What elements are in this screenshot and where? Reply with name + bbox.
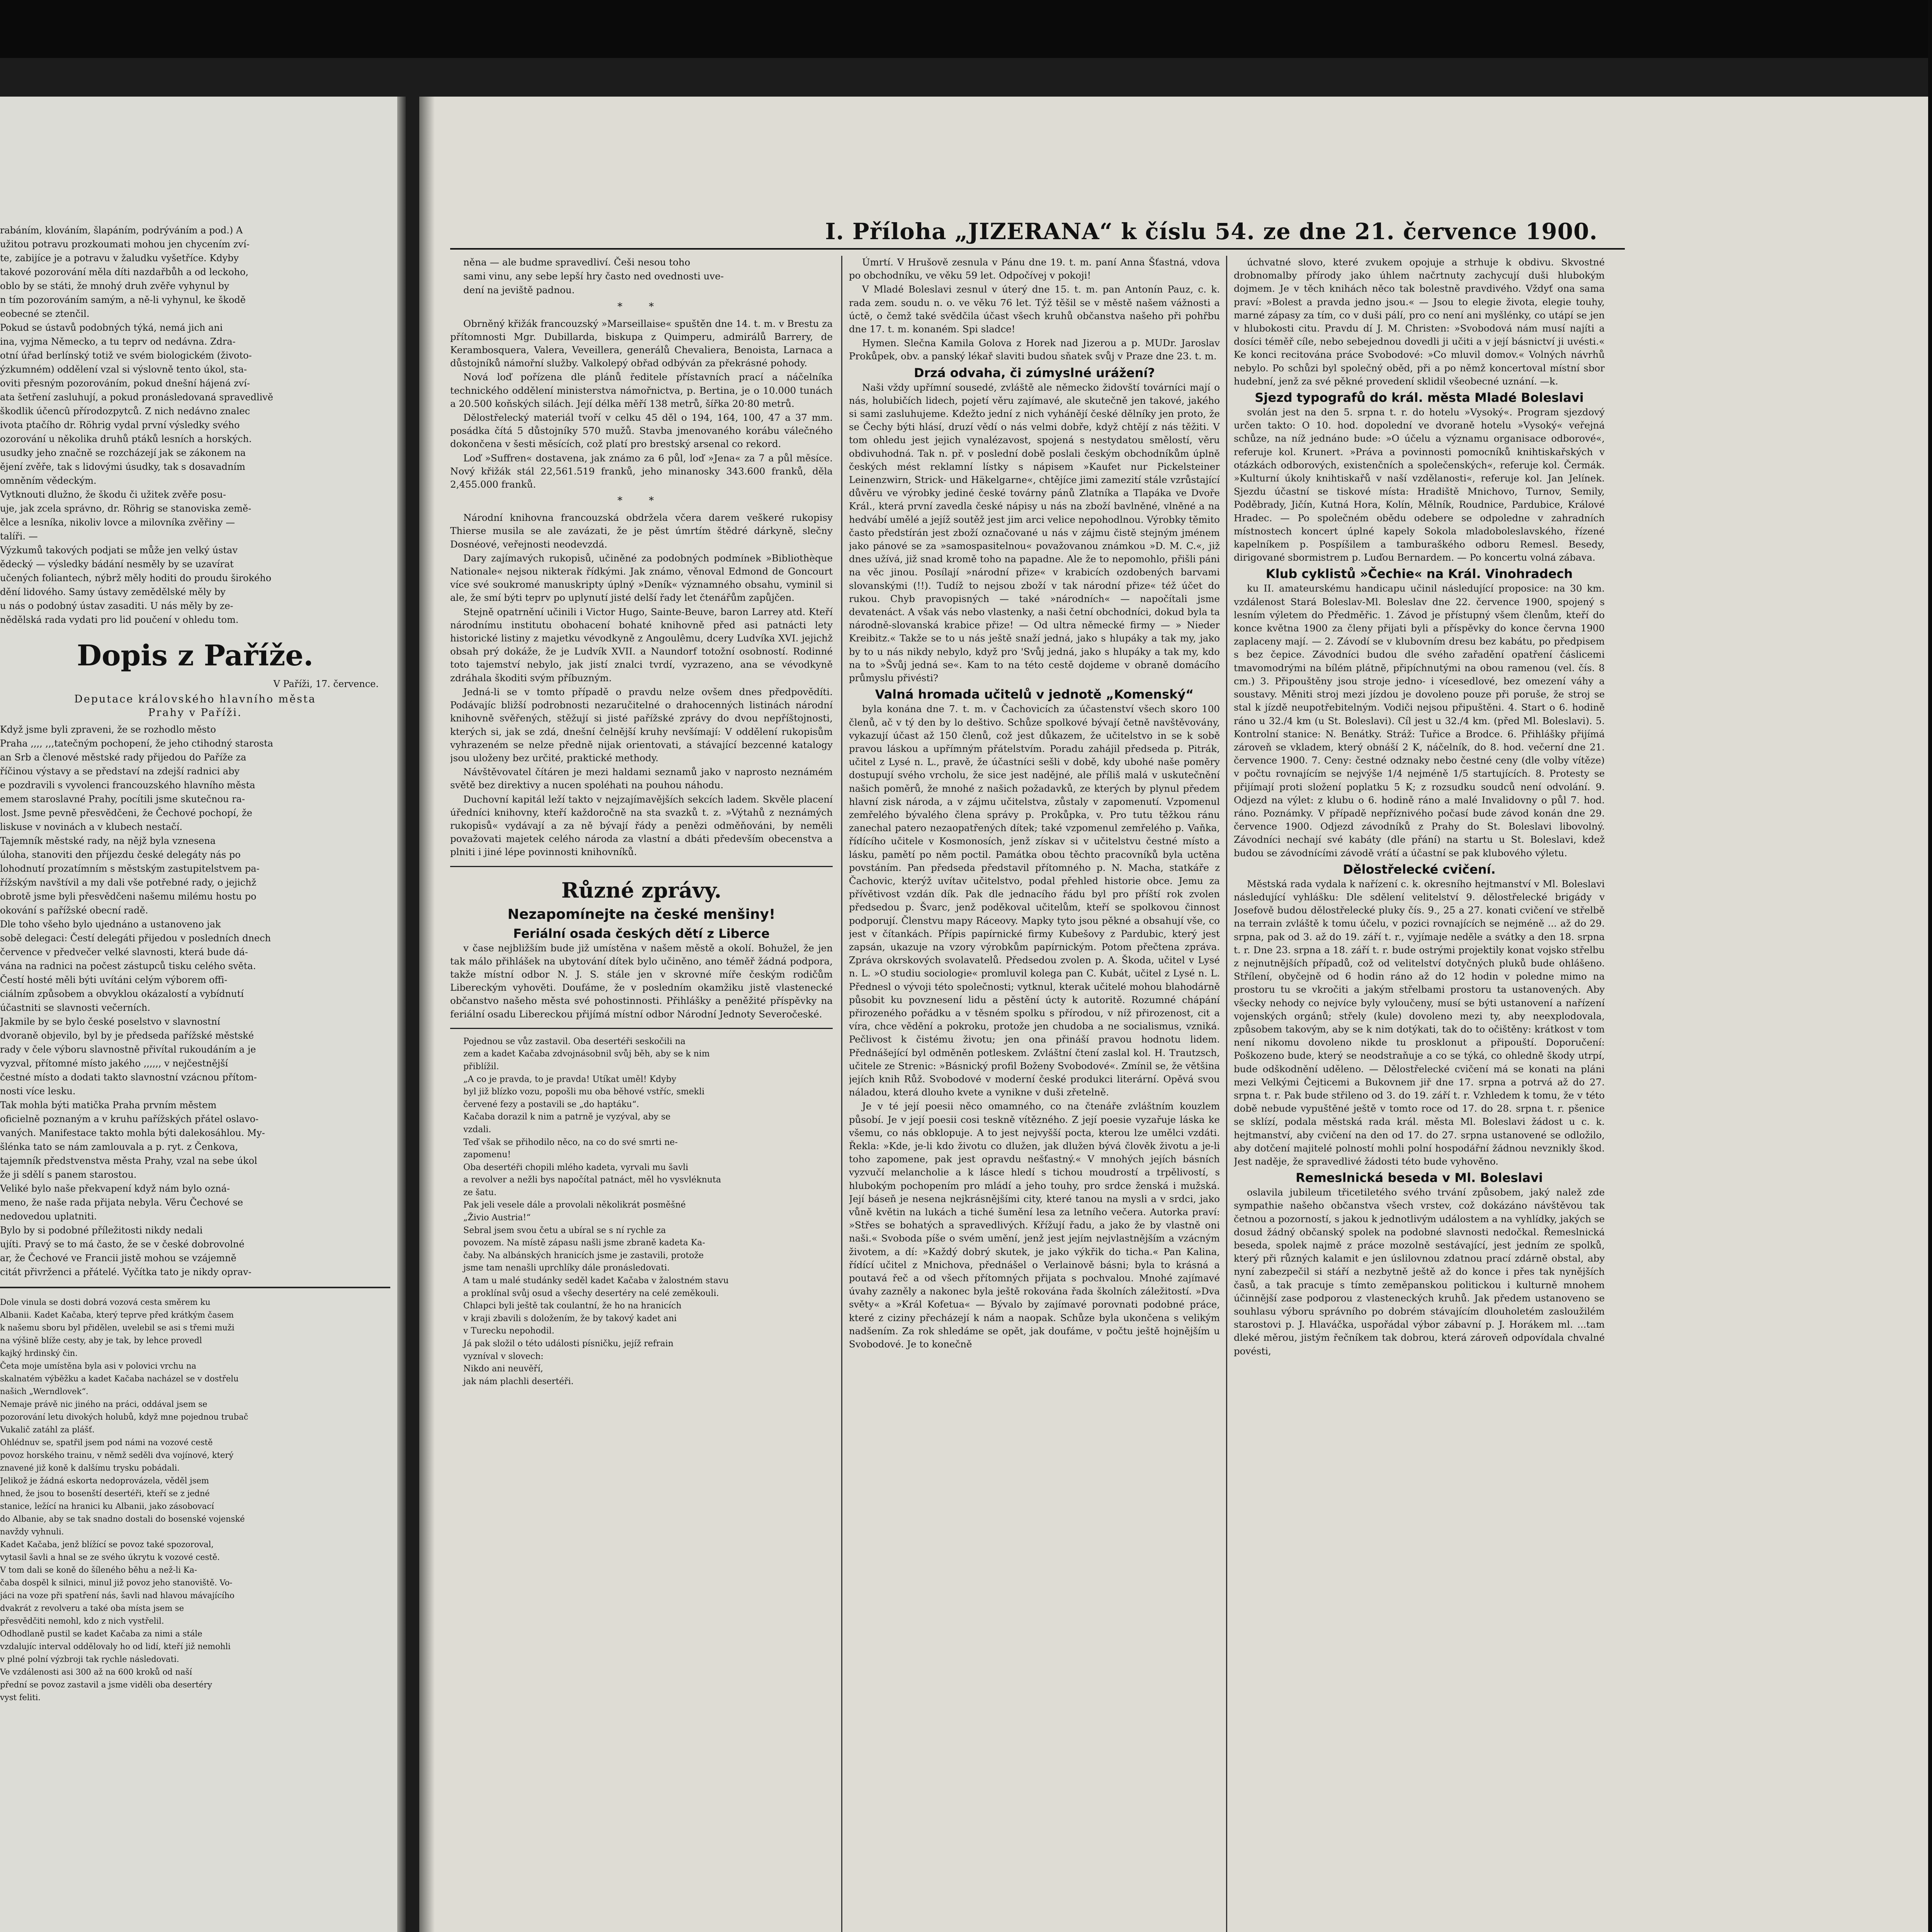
text-line: A tam u malé studánky seděl kadet Kačaba v žalostném stavu — [463, 1276, 729, 1286]
text-line: vyzval, přítomné místo jakého ,,,,,, v nejčestnější — [0, 1058, 228, 1069]
text-line: Kačaba dorazil k nim a patrně je vyzýval, aby se — [463, 1112, 671, 1122]
supplement-header: I. Příloha „JIZERANA“ k číslu 54. ze dne 21. července 1900. — [825, 218, 1598, 245]
section-title: Různé zprávy. — [561, 878, 722, 903]
text-line: byl již blízko vozu, popošli mu oba běhové vstříc, smekli — [463, 1087, 705, 1097]
divider — [450, 1028, 833, 1029]
news-item: Jedná-li se v tomto případě o pravdu nelze ovšem dnes předpovědíti. Podávajíc bližší podrobnosti nezaručitelné o drahocenných listinách národní knihovně svěřených, stěžují si jisté pařížské zprávy do dvou nepříštojnosti, kterých si, jak se zdá, dnešní čelnější kruhy nevšímají: V oddělení rukopisům vyhrazeném se nelze předně nijak orientovati, a stávající bezcenné katalogy jsou uloženy bez určité, praktické methody. — [450, 686, 833, 764]
section-subtitle: Nezapomínejte na české menšiny! — [507, 906, 776, 922]
text-line: červené fezy a postavili se „do haptáku“. — [463, 1099, 639, 1109]
news-item: v čase nejbližším bude již umístěna v našem městě a okolí. Bohužel, že jen tak málo přihlášek na ubytování dítek bylo učiněno, ano téměř žádná podpora, takže místní odbor N. J. S. stále jen v skrovné míře českým rodičům Libereckým vyhověti. Doufáme, že v posledním okamžiku jistě vlastenecké občanstvo našeho města své pohostinnosti. Přihlášky a peněžité příspěvky na feriální osadu Libereckou přijímá místní odbor Národní Jednoty Severočeské. — [450, 942, 833, 1020]
text-line: Odhodlaně pustil se kadet Kačaba za nimi a stále — [0, 1629, 202, 1638]
divider — [450, 866, 833, 867]
text-line: „A co je pravda, to je pravda! Utíkat uměl! Kdyby — [463, 1074, 677, 1084]
news-item: V Mladé Boleslavi zesnul v úterý dne 15. t. m. pan Antonín Pauz, c. k. rada zem. soudu n. o. ve věku 76 let. Týž těšil se v městě našem vážnosti a úctě, o čemž také svědčila účast všech kruhů občanstva našeho při pohřbu dne 17. t. m. konaném. Spi sladce! — [849, 284, 1220, 335]
text-line: vána na radnici na počest zástupců tisku celého světa. — [0, 961, 256, 971]
text-line: Ve vzdálenosti asi 300 až na 600 kroků od naší — [0, 1667, 192, 1677]
news-item: Obrněný křižák francouzský »Marseillaise« spuštěn dne 14. t. m. v Brestu za přítomnosti Mgr. Dubillarda, biskupa z Quimperu, admirálů Barrery, de Kerambosquera, Valera, Veveillera, generálů Chevaliera, Benoista, Larnaca a důstojníků námořní služby. Valkolepý obřad odbýván za překrásné pohody. — [450, 318, 833, 369]
divider — [0, 1287, 390, 1288]
text-line: oblo by se státi, že mnohý druh zvěře vyhynul by — [0, 281, 230, 291]
text-line: vzdali. — [463, 1124, 492, 1134]
text-line: stanice, ležící na hranici ku Albanii, jako zásobovací — [0, 1502, 214, 1511]
item-heading: Dělostřelecké cvičení. — [1343, 862, 1496, 877]
text-line: šlénka tato se nám zamlouvala a p. ryt. z Čenkova, — [0, 1141, 238, 1152]
text-line: Dole vinula se dosti dobrá vozová cesta směrem ku — [0, 1298, 211, 1307]
text-line: vaných. Manifestace takto mohla býti dalekosáhlou. My- — [0, 1128, 265, 1138]
text-line: Vytknouti dlužno, že škodu či užitek zvěře posu- — [0, 489, 226, 500]
news-item: ku II. amateurskému handicapu učinil následující proposice: na 30 km. vzdálenost Stará Boleslav-Ml. Boleslav dne 22. července 1900, spojený s lesním výletem do Předměřic. 1. Závod je přístupný všem členům, kteří do konce května 1900 za členy přijati byli a příspěvky do konce června 1900 zaplaceny mají. — 2. Závodí se v klubovním dresu bez kabátu, po předpisem s bez čepice. Závodníci budou dle svého zařadění opatření čáslicemi tmavomodrými na bílém plátně, připíchnutými na obou ramenou (vel. čís. 8 cm.) 3. Připouštěny jsou stroje jedno- i vícesedlové, bez omezení váhy a soustavy. Měniti stroj mezi jízdou je dovoleno pouze při poruše, že stroj se stal k jízdě neupotřebitelným. Vodiči nejsou připuštěni. 4. Start o 6. hodině ráno u 32./4 km (u St. Boleslavi). Cíl jest u 32./4 km. (před Ml. Boleslavi). 5. Kontrolní stanice: N. Benátky. Stráž: Tuřice a Brodce. 6. Přihlášky přijímá zároveň se vkladem, který obnáší 2 K, náčelník, do 8. hod. večerní dne 21. července 1900. 7. Ceny: čestné odznaky nebo čestné ceny (dle volby vítěze) v počtu rovnajícím se nejvýše 1/4 nejméně 1/5 startujících. 8. Protesty se přijímají proti složení poplatku 5 K; z rozsudku soudců není odvolání. 9. Odjezd na výlet: z klubu o 6. hodině ráno a malé Invalidovny o půl 7. hod. ráno. Poznámky. V případě nepříznivého počasí bude závod konán dne 29. července 1900. Odjezd závodníků z Prahy do St. Boleslavi libovolný. Závodníci nechají své kabáty (dle přání) na startu u St. Boleslavi, kdež budou se závodnícími závodě vrátí a účastní se pak klubového výletu. — [1234, 583, 1605, 859]
text-line: Sebral jsem svou četu a ubíral se s ní rychle za — [463, 1225, 666, 1235]
news-item: Nová loď pořízena dle plánů ředitele přístavních prací a náčelníka technického oddělení ministerstva námořnictva, p. Bertina, je o 10.000 tunách a 20.500 koňských silách. Její délka měří 138 metrů, šířka 20·80 metrů. — [450, 371, 833, 409]
column-3 — [1234, 256, 1605, 1932]
news-item: Dělostřelecký materiál tvoří v celku 45 děl o 194, 164, 100, 47 a 37 mm. posádka čítá 5 důstojníky 570 mužů. Stavba jmenovaného korábu válečného dokončena v šesti měsících, což platí pro brestský arsenal co rekord. — [450, 412, 833, 450]
text-line: čestné místo a dodati takto slavnostní vzácnou přítom- — [0, 1072, 257, 1083]
text-line: povoz horského trainu, v němž seděli dva vojínové, který — [0, 1451, 234, 1460]
text-line: Tak mohla býti matička Praha prvním městem — [0, 1100, 217, 1111]
previous-page-fragment — [0, 97, 406, 1932]
text-line: ělce a lesníka, nikoliv lovce a milovníka zvěřiny — — [0, 517, 235, 528]
text-line: Chlapci byli ještě tak coulantní, že ho na hranicích — [463, 1301, 682, 1311]
continued-text — [450, 256, 833, 297]
news-item: Duchovní kapitál leží takto v nejzajímavějších sekcích ladem. Skvěle placení úředníci knihovny, kteří každoročně na sta svazků t. z. »Výtahů z neznámých rukopisů« vydávají a za ně bývají řády a penězi odměňováni, by neměli považovati majetek celého národa za vlastní a dbáti především obecenstva a plniti i jiné lépe povinnosti knihovníků. — [450, 793, 833, 858]
text-line: našich „Werndlovek“. — [0, 1387, 88, 1396]
article-subhead: Prahy v Paříži. — [148, 707, 242, 719]
text-line: Vukalič zatáhl za plášť. — [0, 1425, 95, 1434]
item-heading: Sjezd typografů do král. města Mladé Boleslavi — [1255, 390, 1584, 405]
separator-stars: * * — [617, 495, 666, 507]
text-line: jáci na voze při spatření nás, šavli nad hlavou mávajícího — [0, 1591, 235, 1600]
previous-page-column — [0, 224, 390, 1705]
text-line: liskuse v novinách a v klubech nestačí. — [0, 821, 183, 832]
text-line: úloha, stanoviti den příjezdu české delegáty nás po — [0, 849, 241, 860]
text-line: přední se povoz zastavil a jsme viděli oba desertéry — [0, 1680, 212, 1689]
text-line: v kraji zbavili s doložením, že by takový kadet ani — [463, 1313, 677, 1323]
news-item: Městská rada vydala k nařízení c. k. okresního hejtmanství v Ml. Boleslavi následující vyhlášku: Dle sdělení velitelství 9. dělostřelecké brigády v Josefově budou dělostřelecké pluky čís. 9., 25 a 27. konati cvičení ve střelbě na terrain zvláště k tomu účelu, v pozici rovnajících se nejméně ... až do 29. srpna, pak od 3. až do 19. září t. r., vyjímaje neděle a svátky a den 18. srpna t. r. Dne 23. srpna a 18. září t. r. bude ostrými projektily konat vojsko střelbu z nejnutnějších případů, což od velitelství dotyčných pluků bude ohlášeno. Střílení, obyčejně od 6 hodin ráno až do 12 hodin v poledne mimo na prostoru tu se vkročiti a jakým střelbami prostoru ta ustanovených. Aby všecky nehody co nejvíce byly vyloučeny, musí se býti ustanovení a nařízení vojenských orgánů; střely (kule) dovoleno mezi ty, aby neexplodovala, způsobem takovým, aby se k nim dotýkati, tak do to očištěny: krátkost v tom není nikomu dovoleno nikde tu prosklonut a připouští. Doporučení: Poškozeno bude, který se neodstraňuje a co se týká, co ohledně škody utrpí, bude odškodnění uděleno. — Dělostřelecké cvičení má se konati na pláni mezi Velkými Čejticemi a Bukovnem jiř dne 17. srpna a potrvá až do 27. srpna t. r. Pak bude střileno od 3. do 19. září t. r. Vzhledem k tomu, že v této době nebude vypuštěné ještě v tomto roce od 17. do 28. srpna t. r. pšenice se sklízí, podala městská rada král. města Ml. Boleslavi žádost u c. k. hejtmanství, aby cvičení na den od 17. do 27. srpna ustanovené se odložilo, aby dotčení majitelé polností mohli polní hospodářní žádnou nevznikly škod. Jest naděje, že spravedlivé žádosti této bude vyhověno. — [1234, 878, 1605, 1167]
text-line: že ji sdělí s panem starostou. — [0, 1169, 137, 1180]
text-line: Jelikož je žádná eskorta nedoprovázela, věděl jsem — [0, 1476, 209, 1485]
text-line: Dle toho všeho bylo ujednáno a ustanoveno jak — [0, 919, 221, 930]
text-line: emem staroslavné Prahy, pocítili jsme skutečnou ra- — [0, 794, 245, 804]
text-line: zem a kadet Kačaba zdvojnásobnil svůj běh, aby se k nim — [463, 1049, 710, 1059]
text-line: k našemu sboru byl přidělen, uvelebil se asi s třemi muži — [0, 1323, 235, 1332]
news-item: Naši vždy upřímní sousedé, zvláště ale německo židovští továrníci mají o nás, holubičích lidech, pojetí věru zajímavé, ale skutečně jen takové, jakého si sami zasluhujeme. Kdežto jední z nich vyhánějí české dělníky jen proto, že se Čechy býti hlásí, druzí vědí o nás velmi dobře, když chtějí z nás těžiti. V tom ohledu jest jejich vynalézavost, spojená s nestydatou smělostí, věru obdivuhodná. Tak n. př. v poslední době poslali českým obchodníkům úplně českých mést reklamní lístky s nápisem »Kaufet nur Pickelsteiner Leinenzwirn, Strick- und Häkelgarne«, chtějíce jimi zamezití stále vzrůstající důvěru ve výrobky jediné české továrny pánů Zlatníka a Tlapáka ve Dvoře Král., která první zavedla české nápisy u nás na zboží bavlněné, vlněné a na hedvábí umělé a jejíž soutěž jest jim arci velice nepohodlnou. Výrobky těmito často předstírán jest zboží označované u nás v zájmu čistě stejným jménem jako pánové se za »samospasitelnou« považovanou známkou »D. M. C.«, již dnes užívá, již snad kromě toho na papadne. Ale že to nepomohlo, přišli páni na věc jinou. Posílají »národní přize« v krabicích ozdobených barvami slovanskými (!!). Tudíž to nejsou zboží v tak národní přize« též účet do rukou. Chyb pravopisných — také »národních« — napočítali jsme devatenáct. A však vás nebo vlastenky, a naši četní obchodníci, dokud byla ta národně-slovanská krabice přize! — Od ultra německé firmy — » Nieder Kreibitz.« Takže se to u nás ještě snaží jedná, jako s hlupáky a tak my, jako by to u nás nikdy nebylo, když pro 'Svůj jedná, jako s hlupáky a tak my, kdo na to »Švůj jedná se«. Kam to na této cestě dojdeme v obraně domácího průmyslu přivésti? — [849, 381, 1220, 684]
text-line: okování s pařížské obecní radě. — [0, 905, 148, 916]
newspaper-page — [419, 97, 1928, 1932]
text-line: ze šatu. — [463, 1187, 497, 1197]
film-border-top — [0, 0, 1932, 58]
text-line: vzdalujíc interval oddělovaly ho od lidí, kteří již nemohli — [0, 1642, 231, 1651]
text-line: dvoraně objevilo, byl by je předseda pařížské městské — [0, 1030, 254, 1041]
text-line: u nás o podobný ústav zasaditi. U nás měly by ze- — [0, 600, 233, 611]
text-line: Pak jeli vesele dále a provolali několikrát posměšné — [463, 1200, 686, 1210]
text-line: Jakmile by se bylo české poselstvo v slavnostní — [0, 1016, 220, 1027]
text-line: Čestí hosté měli býti uvítáni celým výborem offi- — [0, 975, 228, 985]
text-line: skalnatém výběžku a kadet Kačaba nacházel se v dostřelu — [0, 1374, 239, 1383]
item-heading: Klub cyklistů »Čechie« na Král. Vinohradech — [1265, 566, 1573, 582]
text-line: Pokud se ústavů podobných týká, nemá jich ani — [0, 322, 223, 333]
column-rule — [1226, 256, 1227, 1932]
story-text — [450, 1036, 833, 1388]
text-line: eobecné se ztenčil. — [0, 308, 90, 319]
text-line: účastniti se slavnosti večerních. — [0, 1002, 150, 1013]
text-line: jak nám plachli desertéři. — [463, 1376, 574, 1386]
text-line: Pojednou se vůz zastavil. Oba desertéři seskočili na — [463, 1036, 686, 1046]
text-line: Oba desertéři chopili mlého kadeta, vyrvali mu šavli — [463, 1162, 689, 1172]
news-item: Je v té její poesii něco omamného, co na čtenáře zvláštním kouzlem působí. Je v její poesii cosi teskně vítězného. Z její poesie vyzařuje láska ke všemu, co nás obklopuje. A to jest nejvyšší pocta, kterou lze umělci vzdáti. Řekla: »Kde, je-li kdo životu co dlužen, jak dlužen bývá člověk životu a je-li toho zapomene, pak jest opravdu nešťastný.« V mnohých jejích básních vyzvučí melancholie a k lásce hledí s tichou moudrostí a trpělivostí, s hlubokým pochopením pro mládí a jeho touhy, pro srdce ženská i mužská. Její báseň je nesena nejkrásnějšími city, které tanou na mysli a v srdci, jako vůně květin na lukách a tiché šumění lesa za letního večera. Autorka praví: »Střes se bohatých a spravedlivých. Křížují řadu, a jako že by vlastně oni naši.« Svoboda píše o svém umění, jenž jest jejím nejvlastnějším a vzácným životem, a dí: »Každý dobrý skutek, je jako výkřik do ticha.« Pan Kalina, řídící učitel z Mnichova, přednášel o Verlainově básni; byla to krásná a poutavá řeč a od všech přítomných přijata s pochvalou. Mnohé zajímavé úvahy zazněly a nakonec byla ještě rokována řada školních záležitostí. »Dva světy« a »Král Kofetua« — Bývalo by zajímavé porovnati podobné práce, které z ciziny přecházejí k nám a naopak. Schůze byla ukončena s velikým nadšením. Za rok shledáme se opět, jak doufáme, v počtu ještě hojnějším u Svobodové. Je to konečně — [849, 1100, 1220, 1350]
item-heading: Drzá odvaha, či zúmyslné urážení? — [914, 365, 1155, 380]
item-heading: Valná hromada učitelů v jednotě „Komenský“ — [875, 687, 1194, 702]
text-line: přiblížil. — [463, 1061, 499, 1071]
text-line: ozorování u několika druhů ptáků lesních a horských. — [0, 434, 252, 444]
text-line: znavené již koně k dalšímu trysku pobádali. — [0, 1463, 180, 1473]
text-line: dvakrát z revolveru a také oba místa jsem se — [0, 1604, 184, 1613]
text-line: ujíti. Pravý se to má často, že se v české dobrovolné — [0, 1239, 245, 1250]
text-line: „Živio Austria!“ — [463, 1213, 531, 1223]
text-line: rady v čele výboru slavnostně přivítal rukoudáním a je — [0, 1044, 256, 1055]
column-2 — [849, 256, 1220, 1932]
text-line: vyst feliti. — [0, 1693, 41, 1702]
news-item: Úmrtí. V Hrušově zesnula v Pánu dne 19. t. m. paní Anna Šťastná, vdova po obchodníku, ve věku 59 let. Odpočívej v pokoji! — [849, 257, 1220, 281]
text-line: kajký hrdinský čin. — [0, 1349, 78, 1358]
text-line: n tím pozorováním samým, a ně-li vyhynul, ke škodě — [0, 294, 246, 305]
text-line: talíři. — — [0, 531, 38, 542]
page-edge-shadow — [419, 97, 435, 1932]
text-line: dění lidového. Samy ústavy zemědělské měly by — [0, 587, 226, 597]
film-border-right — [1928, 0, 1932, 1932]
text-line: Albanii. Kadet Kačaba, který teprve před krátkým časem — [0, 1310, 234, 1320]
text-line: an Srb a členové městské rady přijedou do Paříže za — [0, 752, 247, 763]
text-line: oficielně poznaným a v kruhu pařížských přátel oslavo- — [0, 1114, 259, 1124]
news-item: úchvatné slovo, které zvukem opojuje a strhuje k obdivu. Skvostné drobnomalby přírody jako úhlem načrtnuty zachycují duši hlubokým dojmem. Je v těch knihách něco tak bolestně pravdivého. Vždyť ona sama praví: »Bolest a pravda jedno jsou.« — Jsou to elegie života, elegie touhy, marné zápasy za tím, co v duši pálí, pro co není ani myšlénky, co utápí se jen v hlubokosti citu. Pravdu dí J. M. Christen: »Svobodová nám musí najíti a dosíci téměř cíle, nebo sebejednou dovedli ji učiti a v její básnictví ji uvésti.« Ke konci recitována práce Svobodové: »Co mluvil domov.« Volných návrhů nebylo. Po schůzi byl společný oběd, při a po němž koncertoval místní sbor hudební, jenž za své pěkné provedení sklidil všeobecné uznání. —k. — [1234, 257, 1605, 387]
text-line: lohodnutí prozatímním s městským zastupitelstvem pa- — [0, 863, 260, 874]
text-line: ciálním způsobem a obvyklou okázalostí a vybídnutí — [0, 988, 244, 999]
article-title: Dopis z Paříže. — [77, 639, 314, 672]
header-rule — [450, 248, 1625, 250]
text-line: ivota ptačího dr. Röhrig vydal první výsledky svého — [0, 420, 240, 430]
text-line: čaba dospěl k silnici, minul již povoz jeho stanoviště. Vo- — [0, 1578, 233, 1587]
text-line: takové pozorování měla díti nazdařbůh a od leckoho, — [0, 267, 249, 277]
item-heading: Remeslnická beseda v Ml. Boleslavi — [1296, 1170, 1543, 1185]
text-line: škodlik účencû přírodozpytců. Z nich nedávno znalec — [0, 406, 250, 417]
news-item: Stejně opatrnění učinili i Victor Hugo, Sainte-Beuve, baron Larrey atd. Kteří národnímu institutu obohacení bohaté knihovně před asi patnácti lety historické listiny z majetku vévodkyně z Angoulêmu, dcery Ludvíka XVI. jejichž obsah prý dokáže, že je Ludvík XVII. a Naundorf totožní osobností. Rodinné toto tajemství nebylo, jak jistí znalci tvrdí, vyzrazeno, ana se vévodkyně zdráhala škoditi svým příbuzným. — [450, 606, 833, 684]
news-item: Loď »Suffren« dostavena, jak známo za 6 půl, loď »Jena« za 7 a půl měsíce. Nový křižák stál 22,561.519 franků, jeho minanosky 343.600 franků, děla 2,455.000 franků. — [450, 452, 833, 490]
text-line: Já pak složil o této události písničku, jejíž refrain — [463, 1339, 673, 1349]
news-item: Národní knihovna francouzská obdržela včera darem veškeré rukopisy Thierse musila se ale zavázati, že je pěst úmrtím štědré dárkyně, slečny Dosnéové, veřejnosti neodevzdá. — [450, 512, 833, 550]
text-line: ar, že Čechové ve Francii jistě mohou se vzájemně — [0, 1253, 236, 1264]
text-line: v plné polní výzbroji tak rychle následovati. — [0, 1655, 179, 1664]
text-line: něna — ale budme spravedliví. Češi nesou toho — [463, 257, 690, 268]
text-line: a revolver a nežli bys napočítal patnáct, měl ho vysvléknuta — [463, 1175, 721, 1185]
text-line: Nemaje právě nic jiného na práci, oddával jsem se — [0, 1400, 207, 1409]
page-gutter-shadow — [397, 97, 406, 1932]
text-line: Veliké bylo naše překvapení když nám bylo ozná- — [0, 1183, 230, 1194]
text-line: navždy vyhnuli. — [0, 1527, 64, 1536]
text-line: zapomenu! — [463, 1150, 511, 1160]
text-line: do Albanie, aby se tak snadno dostali do bosenské vojenské — [0, 1514, 245, 1524]
news-item: byla konána dne 7. t. m. v Čachovicích za účastenství všech skoro 100 členů, ač v tý den by lo deštivo. Schůze spolkové bývají četně navštěvovány, vykazují účast až 150 členů, což jest důkazem, že učitelstvo in se k sobě pravou láskou a upřímným přátelstvím. Poradu zahájil předseda p. Pitrák, učitel z Lysé n. L., pravě, že účastníci sešli v době, kdy ubohé naše poměry dostupují svého vrcholu, že sice jest nadějné, ale příliš malá v uskutečnění našich poměrů, že mnohé z našich požadavků, ze kterých by plynul předem hlavní zisk národa, a v zájmu učitelstva, zůstaly v zapomenutí. Vzpomenul zemřelého bývalého člena správy p. Prokůpka, v. Pro tutu těžkou ránu zanechal patero nezaopatřených dítek; také vzpomenul zemřelého p. Vaňka, řídícího učitele v Kosmonosích, jenž získav si v učitelstvu čestné místo a lásku, pamětí po něm poctil. Památka obou těchto pracovníků byla uctěna povstáním. Pan předseda představil přítomného p. N. Macha, statkáře z Čachovic, kterýž uvítav učitelstvo, podal přehled historie obce. Jemu za přívětivost vzdán dík. Pak dle jednacího řádu byl pro příští rok zvolen předsedou p. Švarc, jenž poděkoval učitelům, kteří se spolkovou činnost podporují. Členstvu mapy Ráceovy. Mapky tyto jsou pěkné a obsahují vše, co jest v čítankách. Přípis papírnické firmy Kubešovy z Pardubic, který jest zapsán, ukazuje na vzory výrobkům papírnickým. Potom přečtena zpráva. Zpráva okrskových svolavatelů. Předsedou zvolen p. A. Škoda, učitel v Lysé n. L. »O studiu sociologie« promluvil kolega pan C. Kubát, učitel z Lysé n. L. Přednesl o vývoji této společnosti; vytknul, kterak učitelé mohou blahodárně působit ku povznesení lidu a pěstění úcty k autoritě. Rozumné chápání přirozeného pořádku a v těsném spolku s přírodou, v níž přirozenost, cit a víra, chce vědění a pokroku, protože jen chudoba a ne socialismus, vzniká. Pečlivost k čistému životu; jen ona přináší pravou hodnotu lidem. Přednášející byl odměněn potleskem. Zvláštní čtení zaslal kol. H. Trautzsch, učitele ze Strenic: »Básnický profil Boženy Svobodové«. Zmínil se, že většina jejích knih Růž. Svobodové v moderní české produkci literární. Opěvá svou náladou, která dlouho kvete a vynikne v duši zřetelně. — [849, 703, 1220, 1098]
text-line: nědělská rada vydati pro lid poučení v ohledu tom. — [0, 614, 239, 625]
text-line: Nikdo ani neuvěří, — [463, 1364, 543, 1374]
text-line: pozorování letu divokých holubů, když mne pojednou trubač — [0, 1412, 248, 1422]
text-line: Bylo by si podobné příležitosti nikdy nedali — [0, 1225, 203, 1236]
news-item: Hymen. Slečna Kamila Golova z Horek nad Jizerou a p. MUDr. Jaroslav Prokůpek, obv. a panský lékař slaviti budou sňatek svůj v Praze dne 23. t. m. — [849, 337, 1220, 362]
text-line: jsme tam nenašli uprchlíky dále pronásledovati. — [463, 1263, 670, 1273]
text-line: nedovedou uplatniti. — [0, 1211, 97, 1222]
text-line: Když jsme byli zpraveni, že se rozhodlo město — [0, 724, 216, 735]
article-dateline: V Paříži, 17. července. — [273, 679, 379, 689]
text-line: hned, že jsou to bosenští desertéři, kteří se z jedné — [0, 1489, 210, 1498]
text-line: Praha ,,,, ,,,tatečným pochopení, že jeho ctihodný starosta — [0, 738, 273, 749]
text-line: ějení zvěře, tak s lidovými úsudky, tak s dosavadním — [0, 461, 245, 472]
text-line: meno, že naše rada přijata nebyla. Věru Čechové se — [0, 1197, 243, 1208]
text-line: usudky jeho značně se rozcházejí jak se zákonem na — [0, 447, 246, 458]
text-line: Ohlédnuv se, spatřil jsem pod námi na vozové cestě — [0, 1438, 213, 1447]
text-line: vyzníval v slovech: — [463, 1351, 544, 1361]
text-line: nosti více lesku. — [0, 1086, 76, 1097]
text-line: Tajemník městské rady, na nějž byla vznesena — [0, 835, 216, 846]
text-line: řížským navštívil a my dali vše potřebné rady, o jejichž — [0, 877, 257, 888]
text-line: citát přivrženci a přátelé. Vyčítka tato je nikdy oprav- — [0, 1267, 252, 1277]
text-line: tajemník předstvenstva města Prahy, vzal na sebe úkol — [0, 1155, 257, 1166]
text-line: v Turecku nepohodil. — [463, 1326, 554, 1336]
text-line: na výšině blíže cesty, aby je tak, by lehce provedl — [0, 1336, 202, 1345]
text-line: říčinou výstavy a se představí na zdejší radnici aby — [0, 766, 240, 777]
text-line: čaby. Na albánských hranicích jsme je zastavili, protože — [463, 1250, 704, 1260]
text-line: sobě delegaci: Čestí delegáti přijedou v posledních dnech — [0, 933, 271, 944]
text-line: Teď však se přihodilo něco, na co do své smrti ne- — [463, 1137, 678, 1147]
column-1 — [450, 256, 833, 1932]
item-heading: Feriální osada českých dětí z Liberce — [513, 926, 770, 941]
text-line: přesvědčiti nemohl, kdo z nich vystřelil. — [0, 1616, 164, 1626]
text-line: V tom dali se koně do šíleného běhu a než-li Ka- — [0, 1565, 197, 1575]
separator-stars: * * — [617, 301, 666, 313]
text-line: července v předvečer velké slavnosti, která bude dá- — [0, 947, 248, 957]
text-line: ata šetření zasluhují, a pokud pronásledovaná spravedlivě — [0, 392, 273, 403]
text-line: vytasil šavli a hnal se ze svého úkrytu k vozové cestě. — [0, 1553, 220, 1562]
text-line: ědecký — výsledky bádání nesměly by se uzavírat — [0, 559, 234, 570]
article-body — [0, 723, 390, 1278]
text-line: a proklínal svůj osud a všechy desertéry na celé zeměkouli. — [463, 1288, 719, 1298]
text-line: e pozdravili s vyvolenci francouzského hlavního města — [0, 780, 255, 791]
news-item: Návštěvovatel čítáren je mezi haldami seznamů jako v naprosto neznámém světě bez direktivy a nucen spoléhati na pouhou náhodu. — [450, 766, 833, 791]
text-line: užitou potravu prozkoumati mohou jen chycením zví- — [0, 239, 250, 250]
text-line: omněním vědeckým. — [0, 475, 97, 486]
text-line: lost. Jsme pevně přesvědčeni, že Čechové pochopí, že — [0, 808, 252, 818]
text-line: te, zabijíce je a potravu v žaludku vyšetříce. Kdyby — [0, 253, 239, 264]
text-line: Kadet Kačaba, jenž blížící se povoz také spozoroval, — [0, 1540, 214, 1549]
news-item: oslavila jubileum třicetiletého svého trvání způsobem, jaký nalež zde sympathie našeho občanstva všech vrstev, což dokázáno návštěvou tak četnou a pozorností, s jakou k jednotlivým událostem a na vyhlídky, jakých se dosud žádný občanský spolek na podobné slavnosti nedočkal. Řemeslnická beseda, spolek najmě z práce mozolně sestávající, jest jedním ze spolků, který při různých kalamit e jen úslilovnou zdatnou prací zdárně obstal, aby nyní zabezpečil si stáří a nezbytně ještě až do konce i přes tak nynějších časů, a tak pracuje s tímto zeměpanskou politickou i kulturně mnohem účinnější zase podporou z vlasteneckých kruhů. Jak předem ustanoveno se souhlasu výboru správního po dobrém stávajícím dlouholetém zasloužilém starostovi p. J. Hlaváčka, uspořádal výbor zábavní p. J. Horákem ml. ...tam dleké měrou, jistým řečníkem tak dobrou, která zároveň odpovídala chvalné povésti, — [1234, 1187, 1605, 1357]
text-line: povozem. Na místě zápasu našli jsme zbraně kadeta Ka- — [463, 1238, 705, 1248]
story-text — [0, 1297, 390, 1703]
text-line: ina, vyjma Německo, a tu teprv od nedávna. Zdra- — [0, 336, 236, 347]
column-rule — [841, 256, 842, 1932]
text-line: dení na jeviště padnou. — [463, 284, 575, 296]
text-line: obrotě jsme byli přesvědčeni našemu milému hostu po — [0, 891, 257, 902]
text-line: Četa moje umístěna byla asi v polovici vrchu na — [0, 1361, 196, 1371]
news-item: Dary zajímavých rukopisů, učiněné za podobných podmínek »Bibliothèque Nationale« nejsou nikterak řídkými. Jak známo, věnoval Edmond de Goncourt více své soukromé manuskripty úplný »Deník« významného obsahu, vyminil si ale, že smí býti teprv po uplynutí jisté delší řady let čtenářům zapůjčen. — [450, 552, 833, 604]
text-line: Výzkumů takových podjati se může jen velký ústav — [0, 545, 238, 556]
previous-article-text — [0, 224, 390, 626]
text-line: uje, jak zcela správno, dr. Röhrig se stanoviska země- — [0, 503, 252, 514]
text-line: učených foliantech, nýbrž měly hoditi do proudu širokého — [0, 573, 272, 583]
text-line: oviti přesným pozorováním, pokud dnešní hájená zví- — [0, 378, 250, 389]
text-line: ýzkumném) oddělení vzal si výslovně tento úkol, sta- — [0, 364, 247, 375]
news-item: svolán jest na den 5. srpna t. r. do hotelu »Vysoký«. Program sjezdový určen takto: O 10. hod. dopolední ve dvoraně hotelu »Vysoký« veřejná schůze, na níž jednáno bude: »O účelu a významu organisace odborové«, referuje kol. Krunert. »Práva a povinnosti pomocníků knihtiskařských v otázkách odborových, existenčních a společenských«, referuje kol. Čermák. »Kulturní úkoly knihtiskařů v naší vzdělanosti«, referuje kol. Jan Jelínek. Sjezdu účastní se tiskové místa: Hradiště Mnichovo, Turnov, Semily, Poděbrady, Jičín, Kutná Hora, Kolín, Mělník, Roudnice, Pardubice, Králové Hradec. — Po společném obědu odebere se odpoledne v zahradních místnostech koncert úplné kapely Sokola mladoboleslavského, řízené kapelníkem p. Pospíšilem a tamburaškého odboru Remesl. Besedy, dirigované sbormistrem p. Luďou Bernardem. — Po koncertu volná zábava. — [1234, 406, 1605, 563]
text-line: otní úřad berlínský totiž ve svém biologickém (životo- — [0, 350, 252, 361]
text-line: sami vinu, any sebe lepší hry často ned ovednosti uve- — [463, 270, 724, 282]
text-line: rabáním, klováním, šlapáním, podrýváním a pod.) A — [0, 225, 243, 236]
article-subhead: Deputace královského hlavního města — [74, 693, 316, 705]
